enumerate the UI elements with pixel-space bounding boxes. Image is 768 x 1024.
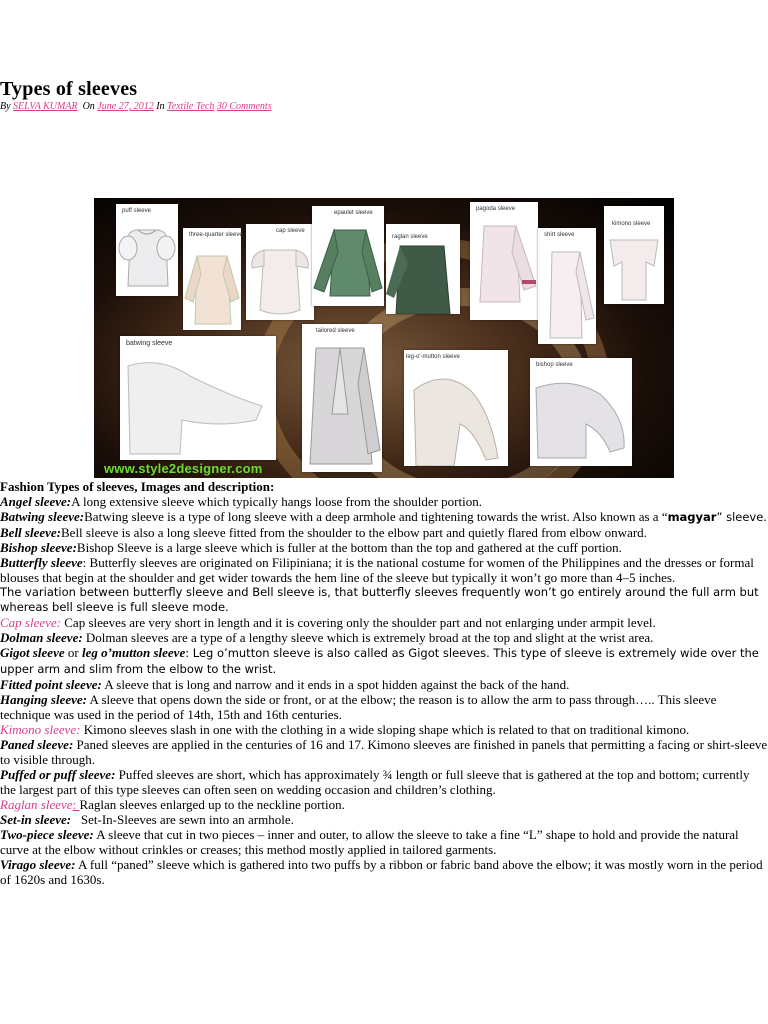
label-cap-sleeve: cap sleeve: [276, 228, 305, 234]
card-shirt-sleeve: [538, 228, 596, 344]
puffed-sleeve-text: Puffed sleeves are short, which has approximately ¾ length or full sleeve that is gathered at the top and bottom; currently the largest part of this type sleeves can often seen on wedding occasion and children’s clothing.: [0, 767, 750, 797]
cap-sleeve-entry: [0, 615, 768, 630]
kimono-sleeve-text: Kimono sleeves slash in one with the clothing in a wide sloping shape which is related to that on traditional kimono.: [80, 722, 690, 737]
virago-sleeve-term: Virago sleeve:: [0, 857, 76, 872]
angel-sleeve-text: A long extensive sleeve which typically hangs loose from the shoulder portion.: [71, 494, 482, 509]
bishop-sleeve-term: Bishop sleeve:: [0, 540, 77, 555]
butterfly-sleeve-text: : Butterfly sleeves are originated on Filipiniana; it is the national costume for women of the Philippines and the dresses or formal blouses that begin at the shoulder and get wider towards the hem line of the sleeve but typically it won’t go more than 4–5 inches.: [0, 555, 754, 585]
cap-sleeve-garment: [246, 224, 314, 320]
dolman-sleeve-text: Dolman sleeves are a type of a lengthy sleeve which is extremely broad at the top and slight at the wrist area.: [82, 630, 654, 645]
author-link[interactable]: SELVA KUMAR: [13, 101, 78, 112]
angel-sleeve-term: Angel sleeve:: [0, 494, 72, 509]
byline-on: On: [82, 101, 95, 112]
card-cap-sleeve: [246, 224, 314, 320]
virago-sleeve-text: A full “paned” sleeve which is gathered into two puffs by a ribbon or fabric band above the elbow; it was mostly worn in the period of 1620s and 1630s.: [0, 857, 763, 887]
label-leg-o-mutton-sleeve: leg-o'-mutton sleeve: [406, 354, 460, 360]
set-in-sleeve-text: Set-In-Sleeves are sewn into an armhole.: [71, 812, 294, 827]
gigot-sleeve-entry: [0, 645, 768, 677]
dolman-sleeve-entry: [0, 630, 768, 645]
epaulet-sleeve-garment: [312, 206, 384, 306]
butterfly-sleeve-term: Butterfly sleeve: [0, 555, 83, 570]
fitted-point-sleeve-entry: [0, 677, 768, 692]
card-tailored-sleeve: [302, 324, 382, 472]
set-in-sleeve-term: Set-in sleeve:: [0, 812, 72, 827]
virago-sleeve-entry: [0, 857, 768, 887]
fitted-point-sleeve-text: A sleeve that is long and narrow and it ends in a spot hidden against the back of the hand.: [101, 677, 570, 692]
bishop-sleeve-entry: [0, 540, 768, 555]
hanging-sleeve-term: Hanging sleeve:: [0, 692, 88, 707]
leg-o-mutton-term: leg o’mutton sleeve: [81, 645, 186, 660]
batwing-sleeve-text-end: ” sleeve.: [716, 510, 767, 524]
label-pagoda-sleeve: pagoda sleeve: [476, 206, 516, 212]
tailored-sleeve-garment: [302, 324, 382, 472]
angel-sleeve-entry: [0, 494, 768, 509]
bishop-sleeve-text: Bishop Sleeve is a large sleeve which is fuller at the bottom than the top and gathered at the cuff portion.: [76, 540, 622, 555]
card-epaulet-sleeve: [312, 206, 384, 306]
label-bishop-sleeve: bishop sleeve: [536, 362, 573, 368]
raglan-sleeve-term: Raglan sleeve: [0, 797, 73, 812]
two-piece-sleeve-entry: [0, 827, 768, 857]
label-puff-sleeve: puff sleeve: [122, 208, 151, 214]
set-in-sleeve-entry: [0, 812, 768, 827]
batwing-sleeve-entry: [0, 509, 768, 525]
paned-sleeve-term: Paned sleeve:: [0, 737, 74, 752]
card-batwing-sleeve: [120, 336, 276, 460]
label-tailored-sleeve: tailored sleeve: [316, 328, 355, 334]
card-bishop-sleeve: [530, 358, 632, 466]
card-kimono-sleeve: [604, 206, 664, 304]
label-epaulet-sleeve: epaulet sleeve: [334, 210, 373, 216]
gigot-sleeve-term: Gigot sleeve: [0, 645, 65, 660]
card-leg-o-mutton-sleeve: [404, 350, 508, 466]
bell-sleeve-text: Bell sleeve is also a long sleeve fitted from the shoulder to the elbow part and quietly flared from elbow onward.: [61, 525, 647, 540]
raglan-sleeve-entry: [0, 797, 768, 812]
paned-sleeve-entry: [0, 737, 768, 767]
label-three-quarter-sleeve: three-quarter sleeve: [189, 232, 243, 238]
date-link[interactable]: June 27, 2012: [97, 101, 154, 112]
content-heading: Fashion Types of sleeves, Images and description:: [0, 479, 275, 494]
cap-sleeve-term: Cap sleeve:: [0, 615, 62, 630]
page-title: Types of sleeves: [0, 78, 138, 100]
two-piece-sleeve-text: A sleeve that cut in two pieces – inner and outer, to allow the sleeve to take a fine “L” shape to hold and provide the natural curve at the elbow without crinkles or creases; this method mostly applied in tailored garments.: [0, 827, 739, 857]
gigot-or: or: [64, 645, 82, 660]
batwing-sleeve-garment: [120, 336, 276, 460]
card-pagoda-sleeve: [470, 202, 538, 320]
shirt-sleeve-garment: [538, 228, 596, 344]
label-shirt-sleeve: shirt sleeve: [544, 232, 575, 238]
label-kimono-sleeve: kimono sleeve: [612, 221, 651, 227]
comments-link[interactable]: 30 Comments: [216, 101, 272, 112]
category-link[interactable]: Textile Tech: [167, 101, 215, 112]
sleeve-types-collage: [94, 198, 674, 478]
puffed-sleeve-entry: [0, 767, 768, 797]
card-three-quarter-sleeve: [183, 228, 241, 330]
puff-sleeve-garment: [116, 204, 178, 296]
paned-sleeve-text: Paned sleeves are applied in the centuries of 16 and 17. Kimono sleeves are finished in panels that permitting a facing or shirt-sleeve to visible through.: [0, 737, 768, 767]
watermark: www.style2designer.com: [104, 461, 263, 476]
pagoda-sleeve-garment: [470, 202, 538, 320]
butterfly-sleeve-entry: [0, 555, 768, 585]
magyar-term: magyar: [667, 510, 717, 524]
byline: [0, 101, 272, 112]
card-raglan-sleeve: [386, 224, 460, 314]
kimono-sleeve-garment: [604, 206, 664, 304]
hanging-sleeve-entry: [0, 692, 768, 722]
article-body: [0, 479, 768, 887]
dolman-sleeve-term: Dolman sleeve:: [0, 630, 83, 645]
three-quarter-sleeve-garment: [183, 228, 241, 330]
label-batwing-sleeve: batwing sleeve: [126, 340, 173, 347]
kimono-sleeve-term: Kimono sleeve:: [0, 722, 81, 737]
raglan-colon: :: [72, 797, 80, 812]
batwing-sleeve-text: Batwing sleeve is a type of long sleeve with a deep armhole and tightening towards the wrist. Also known as a “: [84, 509, 668, 524]
raglan-sleeve-garment: [386, 224, 460, 314]
two-piece-sleeve-term: Two-piece sleeve:: [0, 827, 94, 842]
byline-by: By: [0, 101, 11, 112]
kimono-sleeve-entry: [0, 722, 768, 737]
label-raglan-sleeve: raglan sleeve: [392, 234, 428, 240]
card-puff-sleeve: [116, 204, 178, 296]
gigot-sleeve-text: : Leg o’mutton sleeve is also called as Gigot sleeves. This type of sleeve is extremely wide over the upper arm and slim from the elbow to the wrist.: [0, 646, 759, 676]
batwing-sleeve-term: Batwing sleeve:: [0, 509, 85, 524]
leg-o-mutton-sleeve-garment: [404, 350, 508, 466]
bishop-sleeve-garment: [530, 358, 632, 466]
bell-sleeve-term: Bell sleeve:: [0, 525, 61, 540]
byline-in: In: [156, 101, 165, 112]
hanging-sleeve-text: A sleeve that opens down the side or front, or at the elbow; the reason is to allow the arm to pass through….. This sleeve technique was used in the period of 14th, 15th and 16th centuries.: [0, 692, 717, 722]
cap-sleeve-text: Cap sleeves are very short in length and it is covering only the shoulder part and not enlarging under armpit level.: [61, 615, 656, 630]
bell-sleeve-entry: [0, 525, 768, 540]
puffed-sleeve-term: Puffed or puff sleeve:: [0, 767, 116, 782]
raglan-sleeve-text: Raglan sleeves enlarged up to the neckline portion.: [79, 797, 345, 812]
fitted-point-sleeve-term: Fitted point sleeve:: [0, 677, 102, 692]
variation-paragraph: The variation between butterfly sleeve and Bell sleeve is, that butterfly sleeves frequently won’t go entirely around the full arm but whereas bell sleeve is full sleeve mode.: [0, 585, 759, 614]
